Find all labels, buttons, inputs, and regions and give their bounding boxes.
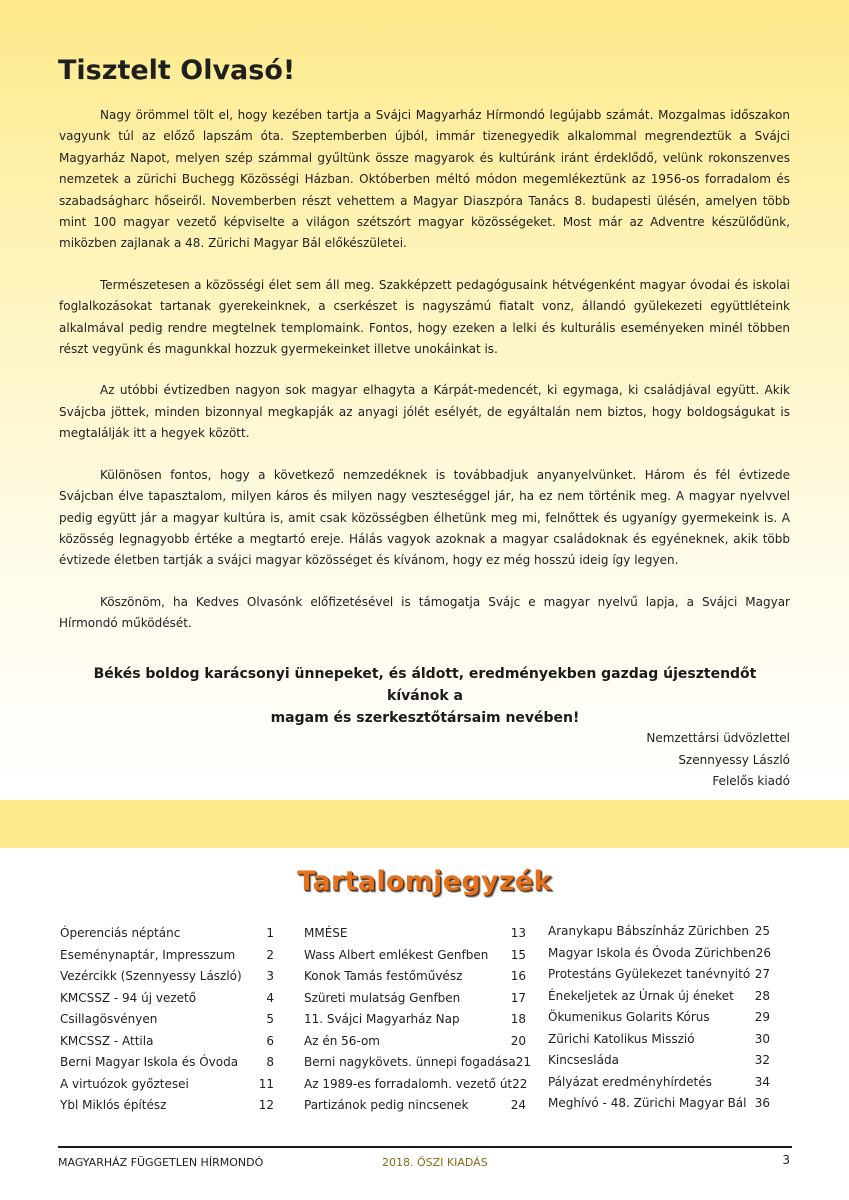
toc-entry	[60, 1055, 274, 1077]
toc-entry-title: Ökumenikus Golarits Kórus	[548, 1010, 710, 1024]
toc-entry-title: KMCSSZ - Attila	[60, 1033, 154, 1048]
toc-entry	[304, 1012, 526, 1034]
letter-title: Tisztelt Olvasó!	[58, 55, 296, 86]
toc-entry-page: 21	[515, 1055, 532, 1069]
toc-entry-page: 22	[512, 1076, 528, 1091]
toc-entry-title: Konok Tamás festőművész	[304, 969, 463, 983]
toc-entry-title: Eseménynaptár, Impresszum	[60, 947, 236, 962]
toc-entry-page: 36	[754, 1096, 770, 1110]
toc-entry	[548, 1010, 770, 1032]
letter-paragraph: Az utóbbi évtizedben nagyon sok magyar elhagyta a Kárpát-medencét, ki egymaga, ki családjával együtt. Akik Svájcba jöttek, minden bizonnyal megkapják az anyagi jólét esélyét, de egyáltalán nem biztos, hogy boldogságukat is megtalálják itt a hegyek között.	[59, 383, 790, 441]
toc-entry-page: 18	[510, 1012, 526, 1026]
toc-entry	[548, 1032, 770, 1054]
toc-entry-page: 30	[754, 1031, 770, 1046]
toc-entry	[60, 969, 274, 991]
footer-publication-name: MAGYARHÁZ FÜGGETLEN HÍRMONDÓ	[58, 1156, 264, 1169]
toc-entry	[548, 924, 770, 946]
toc-entry	[60, 1077, 274, 1099]
toc-entry-page: 29	[754, 1010, 770, 1024]
letter-paragraph: Köszönöm, ha Kedves Olvasónk előfizetésével is támogatja Svájc e magyar nyelvű lapja, a Svájci Magyar Hírmondó működését.	[59, 594, 790, 631]
page-number: 3	[782, 1153, 790, 1167]
toc-entry	[548, 1096, 770, 1118]
toc-entry-page: 17	[510, 990, 526, 1005]
toc-entry	[548, 989, 770, 1011]
toc-entry-title: Wass Albert emlékest Genfben	[304, 947, 489, 962]
toc-entry-page: 34	[754, 1074, 770, 1089]
toc-entry-page: 2	[266, 947, 274, 962]
toc-entry	[304, 948, 526, 970]
toc-entry-page: 27	[754, 967, 770, 981]
signature-role: Felelős kiadó	[712, 774, 790, 788]
toc-entry	[60, 1034, 274, 1056]
toc-entry-title: 11. Svájci Magyarház Nap	[304, 1012, 460, 1026]
toc-entry-title: Protestáns Gyülekezet tanévnyitó	[548, 967, 751, 981]
toc-entry-title: Énekeljetek az Úrnak új éneket	[548, 988, 734, 1003]
toc-entry-title: Berni Magyar Iskola és Óvoda	[60, 1055, 239, 1069]
toc-entry-title: Magyar Iskola és Óvoda Zürichben	[548, 945, 756, 960]
toc-entry-page: 6	[266, 1033, 274, 1048]
toc-entry-title: Aranykapu Bábszínház Zürichben	[548, 924, 749, 938]
toc-entry-title: Az 1989-es forradalomh. vezető út	[304, 1076, 513, 1091]
toc-entry-page: 24	[510, 1098, 526, 1112]
toc-entry-page: 26	[755, 945, 771, 960]
toc-entry	[304, 969, 526, 991]
toc-column-3	[548, 924, 770, 1118]
toc-entry	[548, 946, 770, 968]
footer-edition: 2018. ŐSZI KIADÁS	[382, 1156, 488, 1169]
toc-entry-title: Partizánok pedig nincsenek	[304, 1098, 469, 1112]
toc-entry	[60, 1098, 274, 1120]
toc-entry-title: Pályázat eredményhírdetés	[548, 1074, 712, 1089]
toc-entry-page: 5	[266, 1012, 274, 1026]
toc-entry-title: Meghívó - 48. Zürichi Magyar Bál	[548, 1096, 747, 1110]
toc-entry	[60, 948, 274, 970]
holiday-greeting	[80, 663, 770, 729]
toc-entry-page: 1	[266, 926, 274, 940]
toc-entry-page: 15	[510, 947, 526, 962]
toc-entry-page: 11	[258, 1076, 274, 1091]
toc-entry	[304, 1055, 532, 1077]
greeting-line: Békés boldog karácsonyi ünnepeket, és áldott, eredményekben gazdag újesztendőt kívánok a	[93, 666, 757, 704]
signature-block	[646, 728, 790, 793]
toc-entry-page: 13	[510, 926, 526, 940]
toc-entry-page: 28	[754, 988, 770, 1003]
toc-entry-title: Óperenciás néptánc	[60, 926, 181, 940]
toc-entry-title: Kincsesláda	[548, 1053, 619, 1067]
toc-entry	[60, 926, 274, 948]
toc-entry-title: Ybl Miklós építész	[60, 1098, 167, 1112]
letter-body	[59, 105, 790, 655]
toc-entry-page: 20	[510, 1033, 526, 1048]
signature-salutation: Nemzettársi üdvözlettel	[646, 731, 790, 745]
letter-paragraph: Különösen fontos, hogy a következő nemzedéknek is továbbadjuk anyanyelvünket. Három és fél évtizede Svájcban élve tapasztalom, milyen káros és milyen nagy veszteséggel jár, ha ez nem történik meg. A magyar nyelvvel pedig együtt jár a magyar kultúra is, amit csak közösségben élhetünk meg mi, felnőttek és ugyanígy gyermekeink is. A közösség legnagyobb értéke a megtartó ereje. Hálás vagyok azoknak a magyar családoknak és egyéneknek, akik több évtizede életben tartják a svájci magyar közösséget és kívánom, hogy ez még hosszú ideig így legyen.	[59, 467, 790, 568]
toc-entry-page: 8	[266, 1055, 274, 1069]
toc-entry-title: MMÉSE	[304, 926, 348, 940]
toc-entry-title: Vezércikk (Szennyessy László)	[60, 969, 242, 983]
toc-entry-page: 3	[266, 969, 274, 983]
toc-entry	[548, 967, 770, 989]
toc-entry	[60, 991, 274, 1013]
toc-entry-page: 32	[754, 1053, 770, 1067]
toc-entry	[304, 926, 526, 948]
toc-entry-title: KMCSSZ - 94 új vezető	[60, 990, 197, 1005]
toc-entry	[304, 991, 526, 1013]
toc-entry-title: Az én 56-om	[304, 1033, 380, 1048]
toc-entry-title: Szüreti mulatság Genfben	[304, 990, 461, 1005]
toc-entry-title: A virtuózok győztesei	[60, 1076, 189, 1091]
toc-entry-page: 16	[510, 969, 526, 983]
toc-entry-title: Berni nagykövets. ünnepi fogadása	[304, 1055, 516, 1069]
toc-column-2	[304, 926, 532, 1120]
toc-entry	[304, 1098, 526, 1120]
toc-entry-page: 25	[754, 924, 770, 938]
toc-column-1	[60, 926, 274, 1120]
footer-divider	[58, 1146, 792, 1148]
letter-paragraph: Természetesen a közösségi élet sem áll meg. Szakképzett pedagógusaink hétvégenként magyar óvodai és iskolai foglalkozásokat tartanak gyerekeinknek, a cserkészet is nagyszámú fiatalt vonz, állandó gyülekezeti együttléteink alkalmával pedig rendre megtelnek templomaink. Fontos, hogy ezeken a lelki és kulturális eseményeken minél többen részt vegyünk és magunkkal hozzuk gyermekeinket illetve unokáinkat is.	[59, 277, 790, 357]
toc-entry	[60, 1012, 274, 1034]
toc-entry-title: Zürichi Katolikus Misszió	[548, 1031, 695, 1046]
toc-entry-page: 12	[258, 1098, 274, 1112]
toc-entry-title: Csillagösvényen	[60, 1012, 158, 1026]
toc-title: Tartalomjegyzék	[297, 866, 552, 897]
toc-entry	[548, 1075, 770, 1097]
toc-entry-page: 4	[266, 990, 274, 1005]
letter-paragraph: Nagy örömmel tölt el, hogy kezében tartja a Svájci Magyarház Hírmondó legújabb számát. Mozgalmas időszakon vagyunk túl az előző lapszám óta. Szeptemberben újból, immár tizenegyedik alkalommal megrendeztük a Svájci Magyarház Napot, melyen szép számmal gyűltünk össze magyarok és kultúránk iránt érdeklődő, velünk rokonszenves nemzetek a zürichi Buchegg Közösségi Házban. Októberben méltó módon megemlékeztünk az 1956-os forradalom és szabadságharc hőseiről. Novemberben részt vehettem a Magyar Diaszpóra Tanács 8. budapesti ülésén, amelyen több mint 100 magyar vezető képviselte a világon szétszórt magyar közösségeket. Most már az Adventre készülődünk, miközben zajlanak a 48. Zürichi Magyar Bál előkészületei.	[59, 108, 790, 251]
toc-entry	[304, 1077, 526, 1099]
yellow-divider-band	[0, 800, 849, 848]
toc-entry	[304, 1034, 526, 1056]
signature-name: Szennyessy László	[678, 752, 790, 767]
greeting-line: magam és szerkesztőtársaim nevében!	[270, 710, 580, 726]
toc-entry	[548, 1053, 770, 1075]
